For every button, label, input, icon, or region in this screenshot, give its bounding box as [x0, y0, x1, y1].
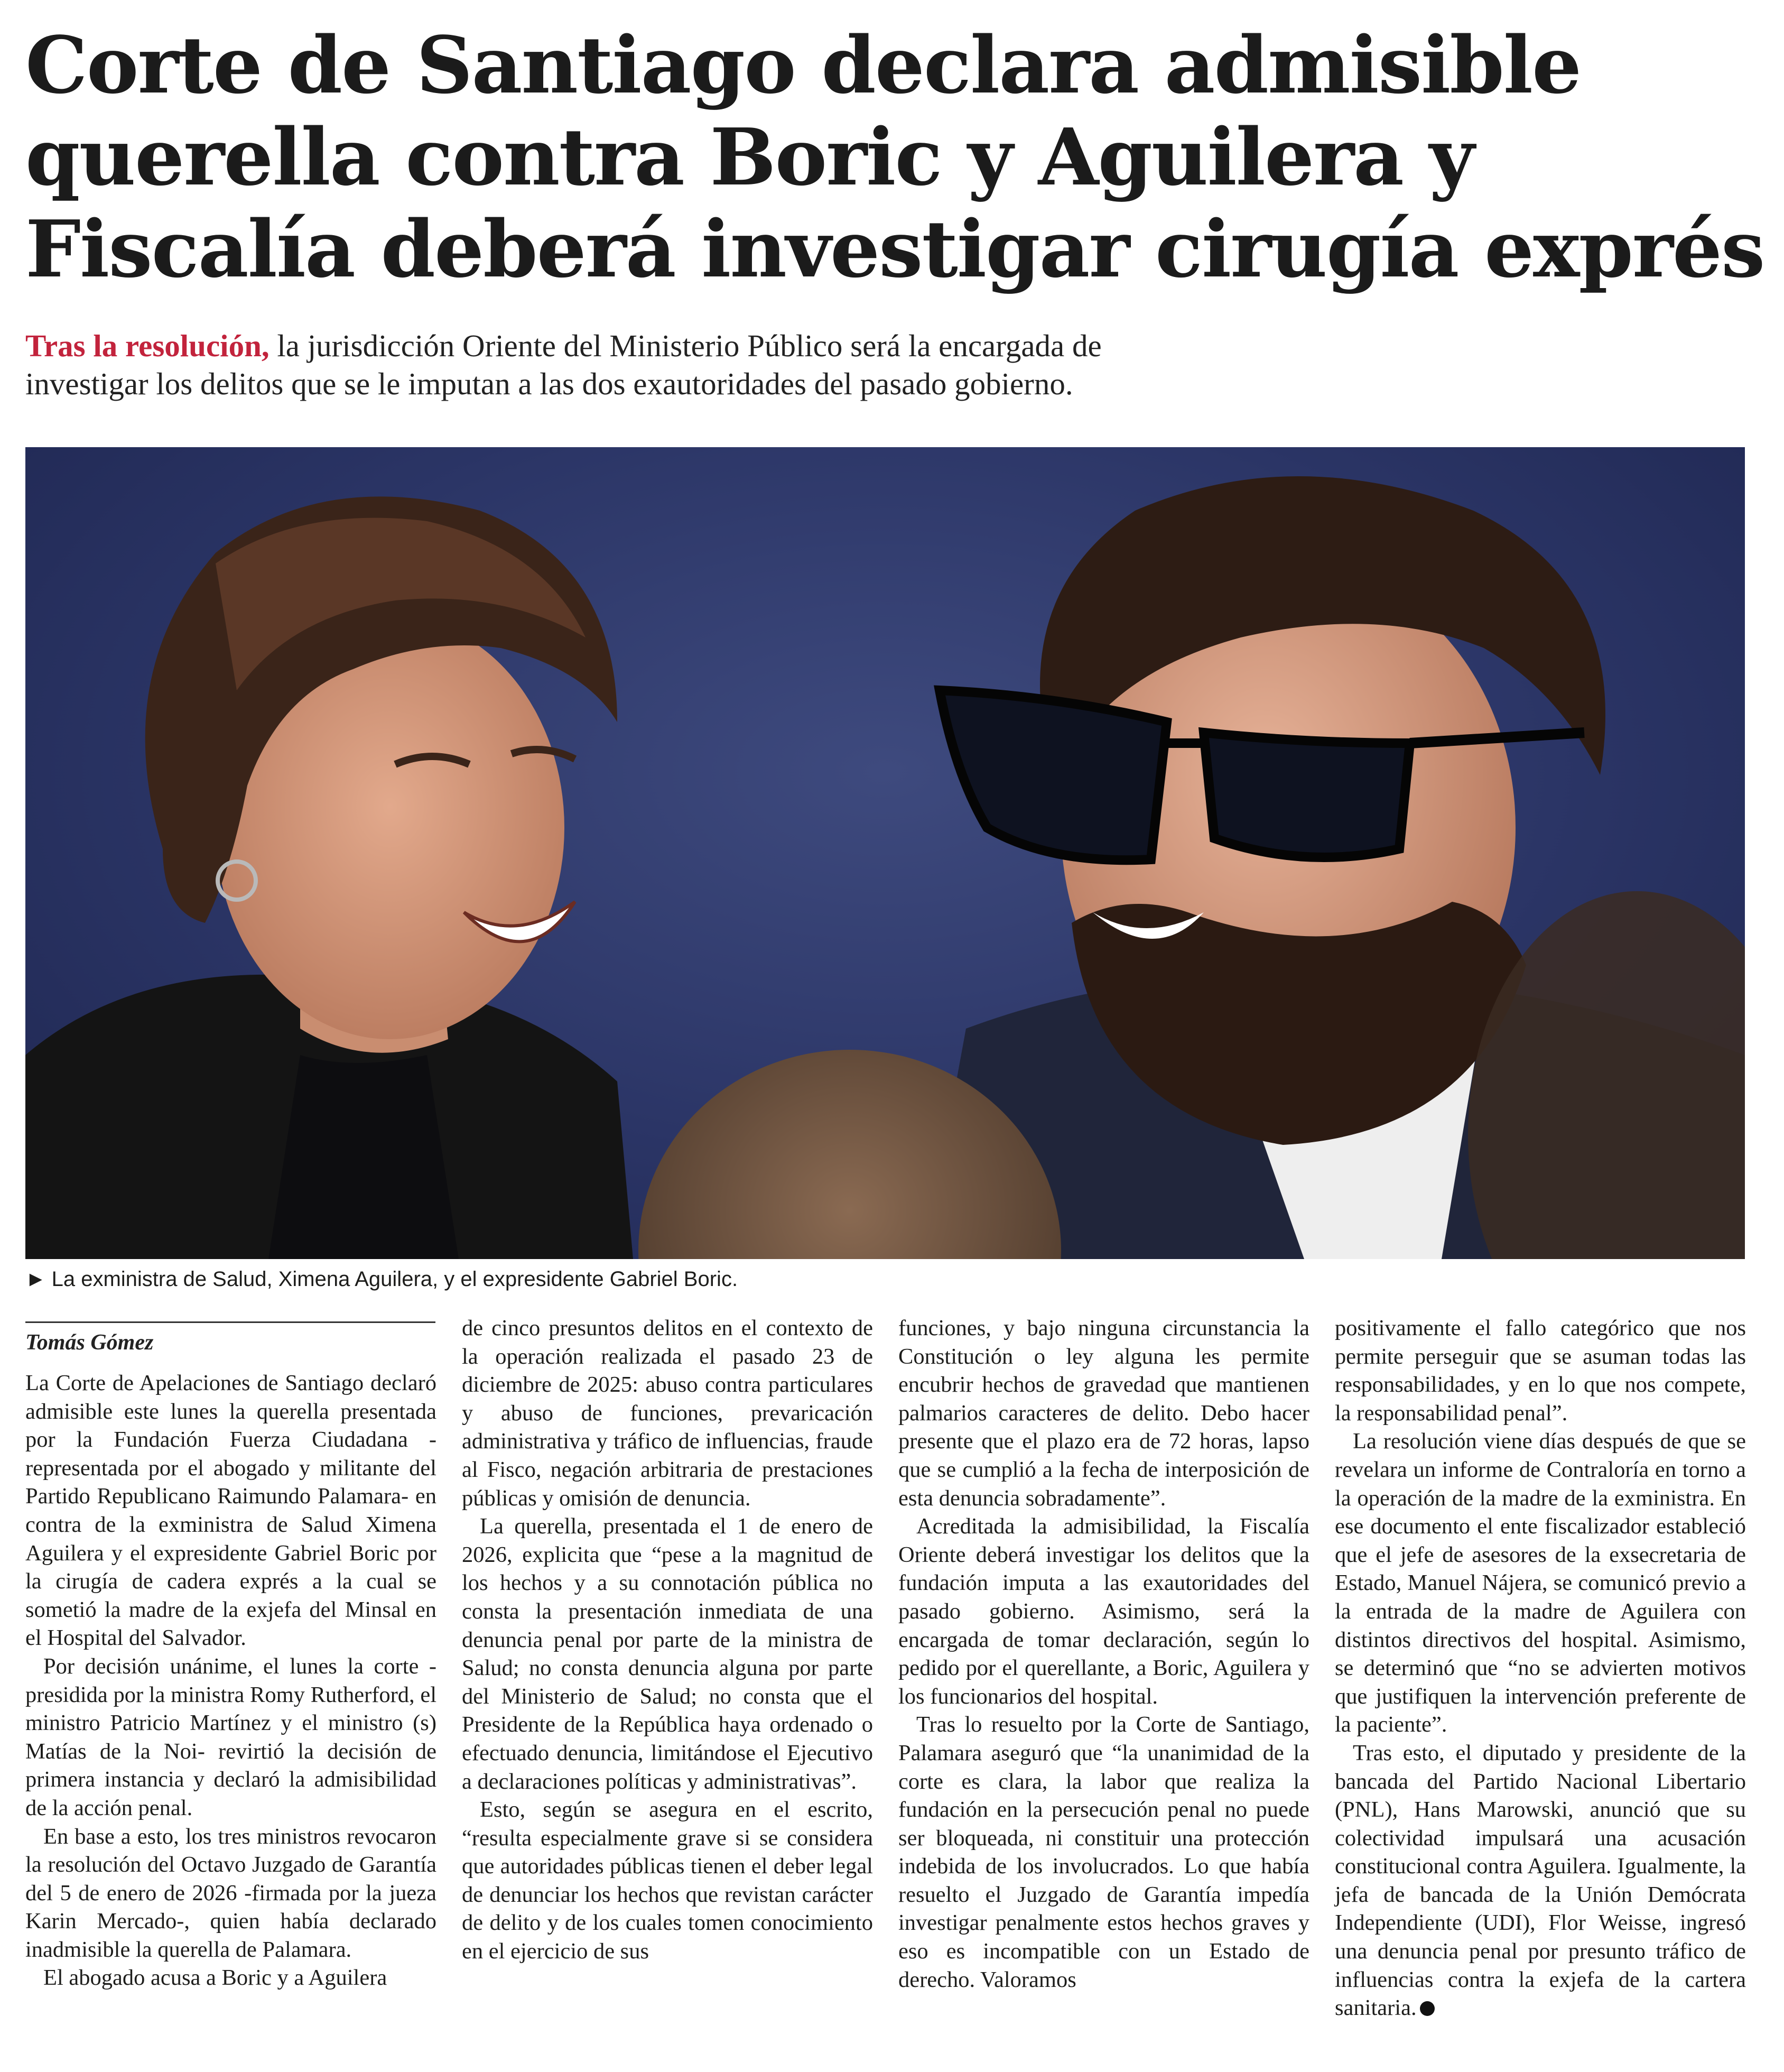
- deck-line-2: investigar los delitos que se le imputan a las dos exautoridades del pasado gobierno.: [25, 366, 1073, 401]
- body-paragraph: Acreditada la admisibilidad, la Fiscalía Oriente deberá investigar los delitos que la fundación imputa a las exautoridades del pasado gobierno. Asimismo, será la encargada de tomar declaración, según lo pedido por el querellante, a Boric, Aguilera y los funcionarios del hospital.: [898, 1514, 1309, 1709]
- body-paragraph: La resolución viene días después de que se revelara un informe de Contraloría en torno a la operación de la madre de la exministra. En ese documento el ente fiscalizador estableció que el jefe de asesores de la exsecretaria de Estado, Manuel Nájera, se comunicó previo a la entrada de la madre de Aguilera con distintos directivos del hospital. Asimismo, se determinó que “no se advierten motivos que justifiquen la intervención preferente de la paciente”.: [1335, 1429, 1746, 1737]
- headline-line-3: Fiscalía deberá investigar cirugía exprés: [25, 203, 1764, 295]
- body-column-2: [462, 1314, 873, 1966]
- body-paragraph-final: [1335, 1739, 1746, 2022]
- deck-summary: [25, 327, 1716, 403]
- headline: [25, 19, 1764, 295]
- deck-lead: Tras la resolución,: [25, 328, 270, 363]
- photo-two-people-icon: [25, 447, 1745, 1259]
- body-paragraph: Por decisión unánime, el lunes la corte -presidida por la ministra Romy Rutherford, el ministro Patricio Martínez y el ministro (s) Matías de la Noi- revirtió la decisión de primera instancia y declaró la admisibilidad de la acción penal.: [25, 1653, 436, 1820]
- body-column-4: [1335, 1314, 1746, 2022]
- deck-line-1: la jurisdicción Oriente del Ministerio Público será la encargada de: [269, 328, 1102, 363]
- body-paragraph: El abogado acusa a Boric y a Aguilera: [43, 1965, 387, 1991]
- body-paragraph: de cinco presuntos delitos en el contexto de la operación realizada el pasado 23 de diciembre de 2025: abuso contra particulares y abuso de funciones, prevaricación administrativa y tráfico de influencias, fraude al Fisco, negación arbitraria de prestaciones públicas y omisión de denuncia.: [462, 1316, 873, 1511]
- photo-caption: [25, 1264, 1716, 1294]
- body-paragraph: La Corte de Apelaciones de Santiago declaró admisible este lunes la querella presentada por la Fundación Fuerza Ciudadana -representada por el abogado y militante del Partido Republicano Raimundo Palamara- en contra de la exministra de Salud Ximena Aguilera y el expresidente Gabriel Boric por la cirugía de cadera exprés a la cual se sometió la madre de la exjefa del Minsal en el Hospital del Salvador.: [25, 1371, 436, 1651]
- body-column-3: [898, 1314, 1309, 1994]
- body-paragraph: Esto, según se asegura en el escrito, “resulta especialmente grave si se considera que autoridades públicas tienen el deber legal de denunciar los hechos que revistan carácter de delito y de los cuales tomen conocimiento en el ejercicio de sus: [462, 1797, 873, 1964]
- end-mark-icon: [1420, 2001, 1435, 2016]
- body-paragraph: positivamente el fallo categórico que nos permite perseguir que se asuman todas las responsabilidades, y en lo que nos compete, la responsabilidad penal”.: [1335, 1316, 1746, 1426]
- article-photo: [25, 447, 1745, 1259]
- body-paragraph: La querella, presentada el 1 de enero de 2026, explicita que “pese a la magnitud de los hechos y a su connotación pública no consta la presentación inmediata de una denuncia penal por parte de la ministra de Salud; no consta denuncia alguna por parte del Ministerio de Salud; no consta que el Presidente de la República haya ordenado o efectuado denuncia, limitándose el Ejecutivo a declaraciones políticas y administrativas”.: [462, 1514, 873, 1794]
- body-paragraph: En base a esto, los tres ministros revocaron la resolución del Octavo Juzgado de Garantía del 5 de enero de 2026 -firmada por la jueza Karin Mercado-, quien había declarado inadmisible la querella de Palamara.: [25, 1824, 436, 1962]
- body-paragraph: funciones, y bajo ninguna circunstancia la Constitución o ley alguna les permite encubrir hechos de gravedad que mantienen palmarios caracteres de delito. Debo hacer presente que el plazo era de 72 horas, lapso que se cumplió a la fecha de interposición de esta denuncia sobradamente”.: [898, 1316, 1309, 1511]
- caption-text: La exministra de Salud, Ximena Aguilera, y el expresidente Gabriel Boric.: [51, 1268, 738, 1291]
- body-paragraph: Tras lo resuelto por la Corte de Santiago, Palamara aseguró que “la unanimidad de la corte es clara, la labor que realiza la fundación en la persecución penal no puede ser bloqueada, ni constituir una protección indebida de los involucrados. Lo que había resuelto el Juzgado de Garantía impedía investigar penalmente estos hechos graves y eso es incompatible con un Estado de derecho. Valoramos: [898, 1712, 1309, 1992]
- body-paragraph-final-text: Tras esto, el diputado y presidente de la bancada del Partido Nacional Libertario (PNL), Hans Marowski, anunció que su colectividad impulsará una acusación constitucional contra Aguilera. Igualmente, la jefa de bancada de la Unión Demócrata Independiente (UDI), Flor Weisse, ingresó una denuncia penal por presunto tráfico de influencias contra la exjefa de la cartera sanitaria.: [1335, 1740, 1746, 2021]
- caption-arrow-icon: ►: [25, 1268, 47, 1291]
- byline: Tomás Gómez: [25, 1321, 435, 1356]
- headline-line-2: querella contra Boric y Aguilera y: [25, 111, 1474, 203]
- body-column-1: [25, 1369, 436, 1992]
- headline-line-1: Corte de Santiago declara admisible: [25, 19, 1581, 111]
